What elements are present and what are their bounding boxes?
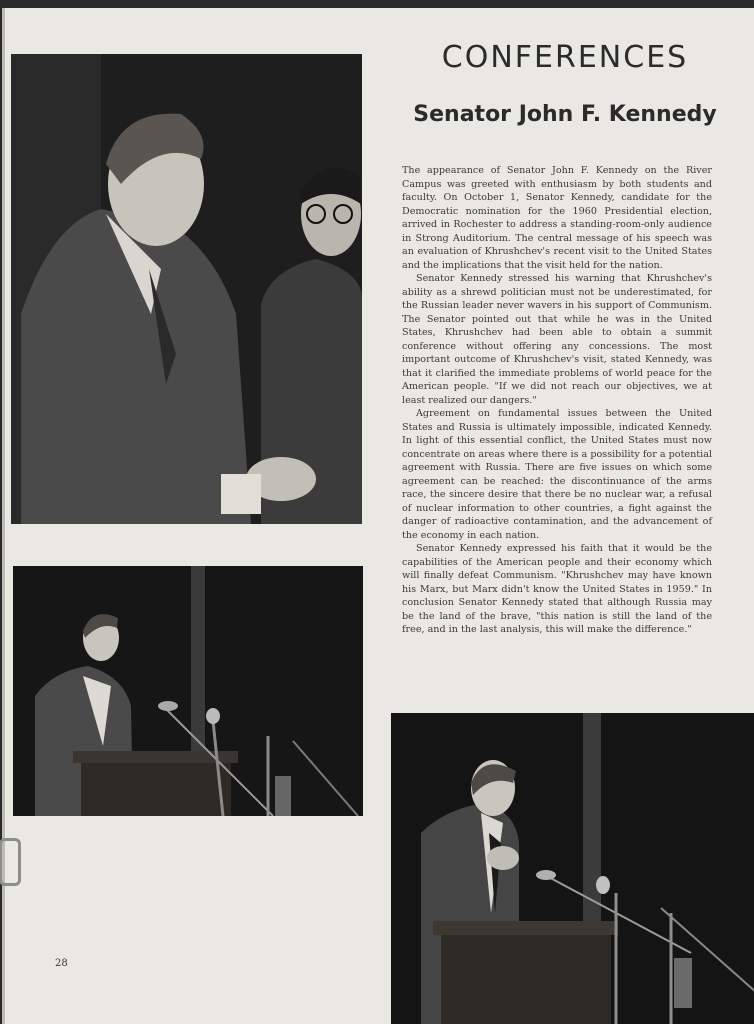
photo-kennedy-gesturing-at-podium	[391, 713, 754, 1024]
article-paragraph: Senator Kennedy stressed his warning that Khrushchev's ability as a shrewd politician must not be underestimated, for the Russian leader never wavers in his support of Communism. The Senator pointed out that while he was in the United States, Khrushchev had been able to obtain a summit conference without offering any concessions. The most important outcome of Khrushchev's visit, stated Kennedy, was that it clarified the immediate problems of world peace for the American people. "If we did not reach our objectives, we at least realized our dangers."	[402, 273, 712, 406]
binder-ring	[0, 838, 21, 886]
photo-kennedy-with-student	[11, 54, 362, 524]
photo-kennedy-at-podium-wide	[13, 566, 363, 816]
article-paragraph: Agreement on fundamental issues between the United States and Russia is ultimately impossible, indicated Kennedy. In light of this essential conflict, the United States must now concentrate on areas where there is a possibility for a potential agreement with Russia. There are five issues on which some agreement can be reached: the discontinuance of the arms race, the sincere desire that there be no nuclear war, a refusal of nuclear information to other countries, a fight against the danger of radioactive contamination, and the advancement of the economy in each nation.	[402, 408, 712, 541]
article-body	[402, 164, 712, 637]
yearbook-page	[2, 8, 754, 1024]
page-number: 28	[55, 958, 68, 969]
section-title: CONFERENCES	[441, 40, 689, 75]
subject-title: Senator John F. Kennedy	[413, 102, 717, 127]
article-paragraph: Senator Kennedy expressed his faith that it would be the capabilities of the American people and their economy which will finally defeat Communism. "Khrushchev may have known his Marx, but Marx didn't know the United States in 1959." In conclusion Senator Kennedy stated that although Russia may be the land of the brave, "this nation is still the land of the free, and in the last analysis, this will make the difference."	[402, 543, 712, 635]
article-paragraph: The appearance of Senator John F. Kennedy on the River Campus was greeted with enthusiasm by both students and faculty. On October 1, Senator Kennedy, candidate for the Democratic nomination for the 1960 Presidential election, arrived in Rochester to address a standing-room-only audience in Strong Auditorium. The central message of his speech was an evaluation of Khrushchev's recent visit to the United States and the implications that the visit held for the nation.	[402, 165, 712, 271]
